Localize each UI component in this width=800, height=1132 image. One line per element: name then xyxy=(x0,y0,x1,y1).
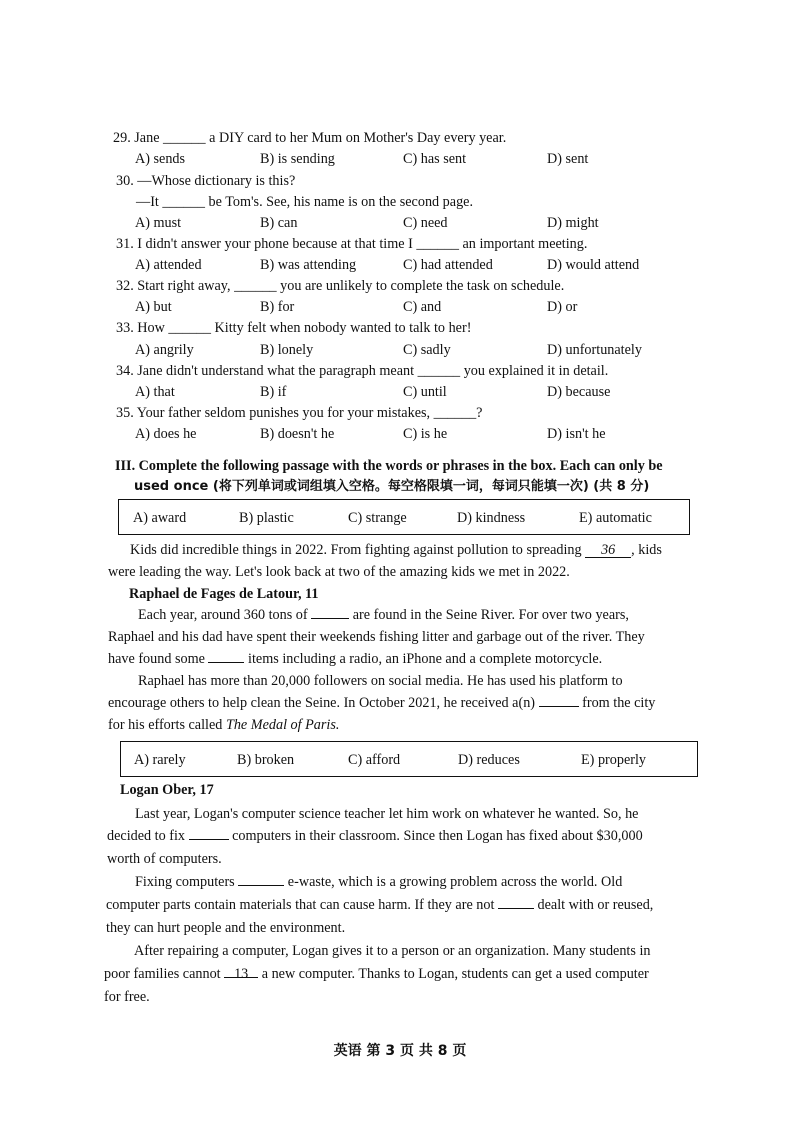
p3-line1: Last year, Logan's computer science teacher let him work on whatever he wanted. So, he xyxy=(135,806,639,822)
medal-title: The Medal of Paris. xyxy=(225,717,340,733)
p2-line3-a: for his efforts called xyxy=(108,717,223,733)
q35-option-b: B) doesn't he xyxy=(260,426,335,442)
p3-line2-b: computers in their classroom. Since then Logan has fixed about $30,000 xyxy=(232,828,643,844)
word-box-2-item-e: E) properly xyxy=(581,752,647,768)
p4-line1 xyxy=(135,873,622,891)
p4-line1-a: Fixing computers xyxy=(135,874,235,890)
page-footer: 英语 第 3 页 共 8 页 xyxy=(333,1043,467,1059)
q30-option-c: C) need xyxy=(403,215,448,231)
p4-line2-b: dealt with or reused, xyxy=(537,897,654,913)
q29-option-d: D) sent xyxy=(547,151,589,167)
blank-38[interactable] xyxy=(208,650,244,663)
q34-option-a: A) that xyxy=(135,384,175,400)
p5-line2-b: a new computer. Thanks to Logan, students can get a used computer xyxy=(261,966,649,982)
question-32-stem: 32. Start right away, ______ you are unlikely to complete the task on schedule. xyxy=(116,278,565,294)
blank-42[interactable] xyxy=(498,896,534,909)
p1-line1-b: are found in the Seine River. For over two years, xyxy=(352,607,629,623)
p5-line3: for free. xyxy=(104,989,150,1005)
q30-option-d: D) might xyxy=(547,215,599,231)
p5-line2-a: poor families cannot xyxy=(104,966,221,982)
word-box-1-item-c: C) strange xyxy=(348,510,407,526)
p5-line1: After repairing a computer, Logan gives it to a person or an organization. Many students in xyxy=(134,943,651,959)
passage-intro-line1 xyxy=(130,541,662,559)
blank-39[interactable] xyxy=(539,694,579,707)
p2-line2 xyxy=(108,694,655,712)
q32-option-d: D) or xyxy=(547,299,578,315)
p4-line2-a: computer parts contain materials that can cause harm. If they are not xyxy=(106,897,495,913)
p3-line2-a: decided to fix xyxy=(107,828,186,844)
question-30-stem-line2: —It ______ be Tom's. See, his name is on the second page. xyxy=(136,194,474,210)
q29-option-c: C) has sent xyxy=(403,151,467,167)
q33-option-a: A) angrily xyxy=(135,342,194,358)
q34-option-b: B) if xyxy=(260,384,287,400)
q33-option-c: C) sadly xyxy=(403,342,451,358)
q30-option-b: B) can xyxy=(260,215,298,231)
question-30-stem: 30. —Whose dictionary is this? xyxy=(116,173,296,189)
word-box-2-item-b: B) broken xyxy=(237,752,295,768)
blank-36-number: 36 xyxy=(601,542,616,558)
p4-line2 xyxy=(106,896,653,914)
section-3-heading: III. Complete the following passage with the words or phrases in the box. Each can only be xyxy=(115,458,663,474)
q30-option-a: A) must xyxy=(135,215,182,231)
q35-option-c: C) is he xyxy=(403,426,448,442)
blank-37[interactable] xyxy=(311,606,349,619)
word-box-1-item-e: E) automatic xyxy=(579,510,652,526)
q31-option-a: A) attended xyxy=(135,257,202,273)
blank-41[interactable] xyxy=(238,873,284,886)
word-box-2-item-a: A) rarely xyxy=(134,752,186,768)
q35-option-d: D) isn't he xyxy=(547,426,606,442)
p2-line3 xyxy=(108,716,339,734)
q31-option-c: C) had attended xyxy=(403,257,493,273)
q29-option-b: B) is sending xyxy=(260,151,335,167)
question-31-stem: 31. I didn't answer your phone because at that time I ______ an important meeting. xyxy=(116,236,588,252)
q35-option-a: A) does he xyxy=(135,426,197,442)
p4-line3: they can hurt people and the environment. xyxy=(106,920,346,936)
q33-option-d: D) unfortunately xyxy=(547,342,642,358)
word-box-2-item-c: C) afford xyxy=(348,752,401,768)
question-33-stem: 33. How ______ Kitty felt when nobody wanted to talk to her! xyxy=(116,320,472,336)
q32-option-b: B) for xyxy=(260,299,295,315)
p5-line2 xyxy=(104,965,649,983)
word-box-2-item-d: D) reduces xyxy=(458,752,520,768)
word-box-1-item-b: B) plastic xyxy=(239,510,294,526)
p2-line2-b: from the city xyxy=(582,695,656,711)
section-3-heading-line2: used once (将下列单词或词组填入空格。每空格限填一词，每词只能填一次) (共 8 分) xyxy=(134,479,650,494)
blank-40[interactable] xyxy=(189,827,229,840)
q32-option-a: A) but xyxy=(135,299,172,315)
p1-line3-a: have found some xyxy=(108,651,205,667)
q32-option-c: C) and xyxy=(403,299,442,315)
kid-2-name: Logan Ober, 17 xyxy=(120,782,214,798)
blank-43-number: 13 xyxy=(234,966,249,982)
p1-line2: Raphael and his dad have spent their weekends fishing litter and garbage out of the river. They xyxy=(108,629,645,645)
p2-line1: Raphael has more than 20,000 followers on social media. He has used his platform to xyxy=(138,673,623,689)
q31-option-b: B) was attending xyxy=(260,257,357,273)
p1-line3-b: items including a radio, an iPhone and a complete motorcycle. xyxy=(248,651,603,667)
blank-36[interactable] xyxy=(585,543,631,558)
q33-option-b: B) lonely xyxy=(260,342,314,358)
passage-intro-line2: were leading the way. Let's look back at two of the amazing kids we met in 2022. xyxy=(108,564,570,580)
p3-line2 xyxy=(107,827,643,845)
question-34-stem: 34. Jane didn't understand what the paragraph meant ______ you explained it in detail. xyxy=(116,363,609,379)
question-35-stem: 35. Your father seldom punishes you for your mistakes, ______? xyxy=(116,405,483,421)
p4-line1-b: e-waste, which is a growing problem across the world. Old xyxy=(287,874,623,890)
q31-option-d: D) would attend xyxy=(547,257,640,273)
word-box-2 xyxy=(120,741,698,777)
p1-line1-a: Each year, around 360 tons of xyxy=(138,607,308,623)
word-box-1-item-d: D) kindness xyxy=(457,510,526,526)
kid-1-name: Raphael de Fages de Latour, 11 xyxy=(129,586,319,602)
q29-option-a: A) sends xyxy=(135,151,186,167)
p3-line3: worth of computers. xyxy=(107,851,222,867)
q34-option-d: D) because xyxy=(547,384,611,400)
word-box-1-item-a: A) award xyxy=(133,510,187,526)
word-box-1 xyxy=(118,499,690,535)
question-29-stem: 29. Jane ______ a DIY card to her Mum on Mother's Day every year. xyxy=(113,130,507,146)
p2-line2-a: encourage others to help clean the Seine. In October 2021, he received a(n) xyxy=(108,695,536,711)
p1-line1 xyxy=(138,606,693,624)
q34-option-c: C) until xyxy=(403,384,447,400)
blank-43[interactable] xyxy=(224,965,258,982)
intro-text-a: Kids did incredible things in 2022. From fighting against pollution to spreading xyxy=(130,542,582,558)
p1-line3 xyxy=(108,650,602,668)
intro-text-b: , kids xyxy=(631,542,662,558)
